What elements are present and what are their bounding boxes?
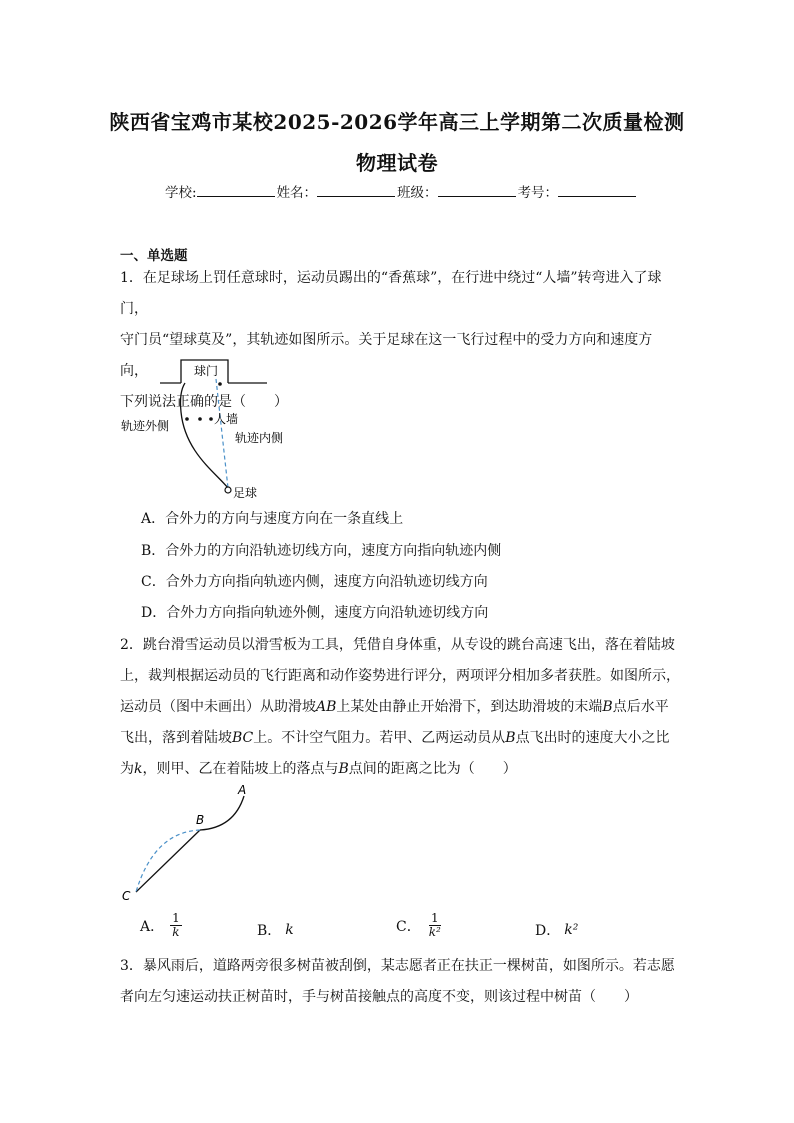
q2-choice-a[interactable]: A． $\frac{1}{k}$ bbox=[140, 911, 180, 939]
q1-line-1: 1．在足球场上罚任意球时，运动员踢出的“香蕉球”，在行进中绕过“人墙”转弯进入了球门， bbox=[120, 270, 662, 317]
q1-option-b[interactable]: B．合外力的方向沿轨迹切线方向，速度方向指向轨迹内侧 bbox=[141, 543, 502, 559]
q1-option-a[interactable]: A．合外力的方向与速度方向在一条直线上 bbox=[141, 511, 404, 527]
q2-choice-d[interactable]: D． k² bbox=[535, 922, 579, 939]
school-blank[interactable] bbox=[197, 182, 275, 197]
q3-line-1: 3．暴风雨后，道路两旁很多树苗被刮倒，某志愿者正在扶正一棵树苗，如图所示。若志愿 bbox=[120, 958, 675, 974]
q3-stem bbox=[120, 951, 680, 1013]
point-b-label: B bbox=[196, 813, 205, 827]
exam-title: 陕西省宝鸡市某校2025-2026学年高三上学期第二次质量检测 bbox=[109, 110, 685, 134]
q2-figure bbox=[118, 780, 258, 905]
q2-choice-c[interactable]: C． $\frac{1}{\text{k²}}$ bbox=[396, 911, 441, 939]
section-title: 一、单选题 bbox=[120, 248, 188, 264]
wall-label: 人墙 bbox=[214, 412, 239, 426]
student-info-line bbox=[165, 181, 638, 201]
ball-label: 足球 bbox=[233, 486, 258, 500]
name-blank[interactable] bbox=[317, 182, 395, 197]
q2-choice-b[interactable]: B． k bbox=[257, 922, 294, 939]
class-label: 班级： bbox=[397, 185, 438, 201]
q2-line-2: 上，裁判根据运动员的飞行距离和动作姿势进行评分，两项评分相加多者获胜。如图所示， bbox=[120, 668, 680, 684]
point-a-label: A bbox=[238, 783, 247, 797]
q2-line-1: 2．跳台滑雪运动员以滑雪板为工具，凭借自身体重，从专设的跳台高速飞出，落在着陆坡 bbox=[120, 637, 675, 653]
q2-line-4: 飞出，落到着陆坡BC上。不计空气阻力。若甲、乙两运动员从B点飞出时的速度大小之比 bbox=[120, 730, 670, 746]
q1-line-3: 下列说法正确的是（ ） bbox=[120, 394, 288, 410]
exam-number-blank[interactable] bbox=[558, 182, 636, 197]
q2-line-3: 运动员（图中未画出）从助滑坡AB上某处由静止开始滑下，到达助滑坡的末端B点后水平 bbox=[120, 699, 669, 715]
q1-option-c[interactable]: C．合外力方向指向轨迹内侧，速度方向沿轨迹切线方向 bbox=[141, 574, 488, 590]
q3-line-2: 者向左匀速运动扶正树苗时，手与树苗接触点的高度不变，则该过程中树苗（ ） bbox=[120, 989, 638, 1005]
exam-number-label: 考号： bbox=[517, 185, 559, 201]
q2-line-5: 为k，则甲、乙在着陆坡上的落点与B点间的距离之比为（ ） bbox=[120, 761, 517, 777]
name-label: 姓名： bbox=[276, 185, 318, 201]
goal-label: 球门 bbox=[194, 364, 219, 378]
exam-subtitle: 物理试卷 bbox=[356, 151, 438, 175]
q1-figure bbox=[115, 352, 305, 502]
school-label: 学校: bbox=[165, 185, 197, 201]
inner-label: 轨迹内侧 bbox=[235, 431, 284, 445]
outer-label: 轨迹外侧 bbox=[121, 419, 170, 433]
q1-option-d[interactable]: D．合外力方向指向轨迹外侧，速度方向沿轨迹切线方向 bbox=[141, 605, 489, 621]
class-blank[interactable] bbox=[438, 182, 516, 197]
q1-line-2: 守门员“望球莫及”，其轨迹如图所示。关于足球在这一飞行过程中的受力方向和速度方向， bbox=[120, 332, 653, 379]
point-c-label: C bbox=[122, 889, 131, 903]
q2-stem bbox=[120, 630, 680, 785]
